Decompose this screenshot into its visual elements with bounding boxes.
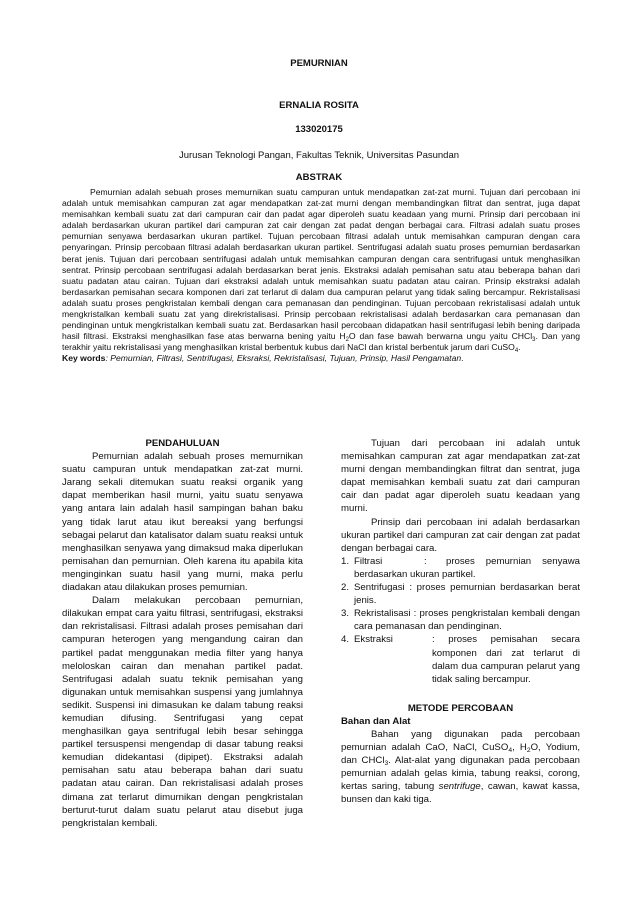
pendahuluan-paragraph-2: Dalam melakukan percobaan pemurnian, dilakukan empat cara yaitu filtrasi, sentrifugasi, ekstraksi dan rekristalisasi. Filtrasi adalah proses pemisahan dari campuran heterogen yang mengandung cairan dan partikel padat menggunakan media filter yang hanya meloloskan cairan dan menahan partikel padat. Sentrifugasi adalah suatu teknik pemisahan yang digunakan untuk memisahkan suspensi yang jumlahnya sedikit. Suspensi ini dimasukan ke dalam tabung reaksi kemudian difusing. Sentrifugasi yang cepat menghasilkan gaya sentrifugal lebih besar sehingga partikel tersuspensi mengendap di dasar tabung reaksi kemudian didekantasi (dipipet). Ekstraksi adalah pemisahan satu atau beberapa bahan dari suatu padatan atau cairan. Dan rekristalisasi adalah proses dimana zat terlarut dimurnikan dengan pengkristalan berturut-turut dalam suatu pelarut atau disebut juga pengkristalan kembali. <box>62 595 303 829</box>
right-column <box>341 437 580 807</box>
abstract-text: Pemurnian adalah sebuah proses memurnikan suatu campuran untuk mendapatkan zat-zat murni. Tujuan dari percobaan ini adalah untuk memisahkan campuran zat agar mendapatkan zat-zat murni dengan membandingkan filtrat dan sentrat, juga dapat memisahkan kembali suatu zat dari campuran cair dan padat agar diperoleh suatu keadaan yang murni. Prinsip dari percobaan ini adalah berdasarkan ukuran partikel dari campuran zat cair dengan zat padat dengan berbagai cara. Filtrasi adalah suatu proses pemurnian senyawa berdasarkan ukuran partikel. Tujuan percobaan filtrasi adalah untuk memisahkan campuran dengan cara penyaringan. Prinsip percobaan filtrasi adalah berdasarkan ukuran partikel. Sentrifugasi adalah suatu proses pemurnian berdasarkan berat jenis. Tujuan dari percobaan sentrifugasi adalah untuk memisahkan campuran dengan cara sentrifugasi untuk menghasilkan sentrat. Prinsip percobaan sentrifugasi adalah berdasarkan berat jenis. Ekstraksi adalah pemisahan satu atau beberapa bahan dari suatu padatan atau cairan. Tujuan dari ekstraksi adalah untuk memisahkan suatu padatan atau cairan. Prinsip ekstraksi adalah berdasarkan pemisahan secara komponen dari zat terlarut di dalam dua campuran pelarut yang tidak saling bercampur. Rekristalisasi adalah suatu proses pengkristalan kembali dengan cara pemanasan dan pendinginan. Tujuan percobaan rekristalisasi adalah untuk mengkristalkan kembali suatu zat yang direkristalisasi. Prinsip percobaan rekristalisasi adalah berdasarkan cara pemanasan dan pendinginan untuk mengkristalkan kembali suatu zat. Berdasarkan hasil percobaan didapatkan hasil sentrifugasi lebih bening daripada hasil filtrasi. Ekstraksi menghasilkan fase atas berwarna bening yaitu $H_2O$ dan fase bawah berwarna ungu yaitu CHCl$_3$. Dan yang terakhir yaitu rekristalisasi yang menghasilkan kristal berbentuk kubus dari NaCl dan kristal berbentuk jarum dari CuSO$_4$. <box>62 187 580 355</box>
tujuan-paragraph: Tujuan dari percobaan ini adalah untuk memisahkan campuran zat agar mendapatkan zat-zat murni dengan membandingkan filtrat dan sentrat, juga dapat memisahkan kembali suatu zat dari campuran cair dan padat agar diperoleh suatu keadaan yang murni. <box>341 438 580 515</box>
pendahuluan-heading: PENDAHULUAN <box>145 438 220 449</box>
affiliation: Jurusan Teknologi Pangan, Fakultas Teknik, Universitas Pasundan <box>178 150 460 161</box>
list-item: 3. Rekristalisasi : proses pengkristalan kembali dengan cara pemanasan dan pendinginan. <box>341 608 581 633</box>
student-id: 133020175 <box>295 124 343 135</box>
bahan-heading: Bahan dan Alat <box>341 715 411 727</box>
bahan-paragraph: Bahan yang digunakan pada percobaan pemurnian adalah CaO, NaCl, CuSO$_4$, $H_2O$, Yodium, dan CHCl$_3$. Alat-alat yang digunakan pada percobaan pemurnian adalah gelas kimia, tabung reaksi, corong, kertas saring, tabung sentrifuge, cawan, kawat kassa, bunsen dan kaki tiga. <box>341 728 581 806</box>
keywords: Key words: Pemurnian, Filtrasi, Sentrifugasi, Eksraksi, Rekristalisasi, Tujuan, Prinsip, Hasil Pengamatan. <box>62 353 464 364</box>
abstract-body <box>62 187 580 365</box>
metode-heading: METODE PERCOBAAN <box>407 702 514 714</box>
abstract-heading: ABSTRAK <box>295 172 343 183</box>
list-item: 4. Ekstraksi : proses pemisahan secara komponen dari zat terlarut di dalam dua campuran pelarut yang tidak saling bercampur. <box>341 634 580 685</box>
list-item: 1. Filtrasi : proses pemurnian senyawa berdasarkan ukuran partikel. <box>341 555 580 580</box>
list-item: 2. Sentrifugasi : proses pemurnian berdasarkan berat jenis. <box>341 582 580 607</box>
paper-title: PEMURNIAN <box>290 58 348 69</box>
left-column <box>62 437 303 830</box>
method-list <box>341 555 580 686</box>
author-name: ERNALIA ROSITA <box>279 100 359 111</box>
prinsip-paragraph: Prinsip dari percobaan ini adalah berdasarkan ukuran partikel dari campuran zat cair dengan zat padat dengan berbagai cara. <box>341 516 580 554</box>
pendahuluan-paragraph-1: Pemurnian adalah sebuah proses memurnikan suatu campuran untuk mendapatkan zat-zat murni. Jarang sekali ditemukan suatu reaksi organik yang dapat memberikan hasil murni, yaitu suatu senyawa yang antara lain adalah hasil sampingan bahan baku yang tidak larut atau ikut bereaksi yang berfungsi sebagai pelarut dan katalisator dalam suatu reaksi untuk menghasilkan senyawa yang dimaksud maka diperlukan pemisahan dan pemurnian. Oleh karena itu apabila kita menginginkan suatu hasil yang murni, maka perlu diadakan atau dilakukan proses pemurnian. <box>62 451 303 594</box>
